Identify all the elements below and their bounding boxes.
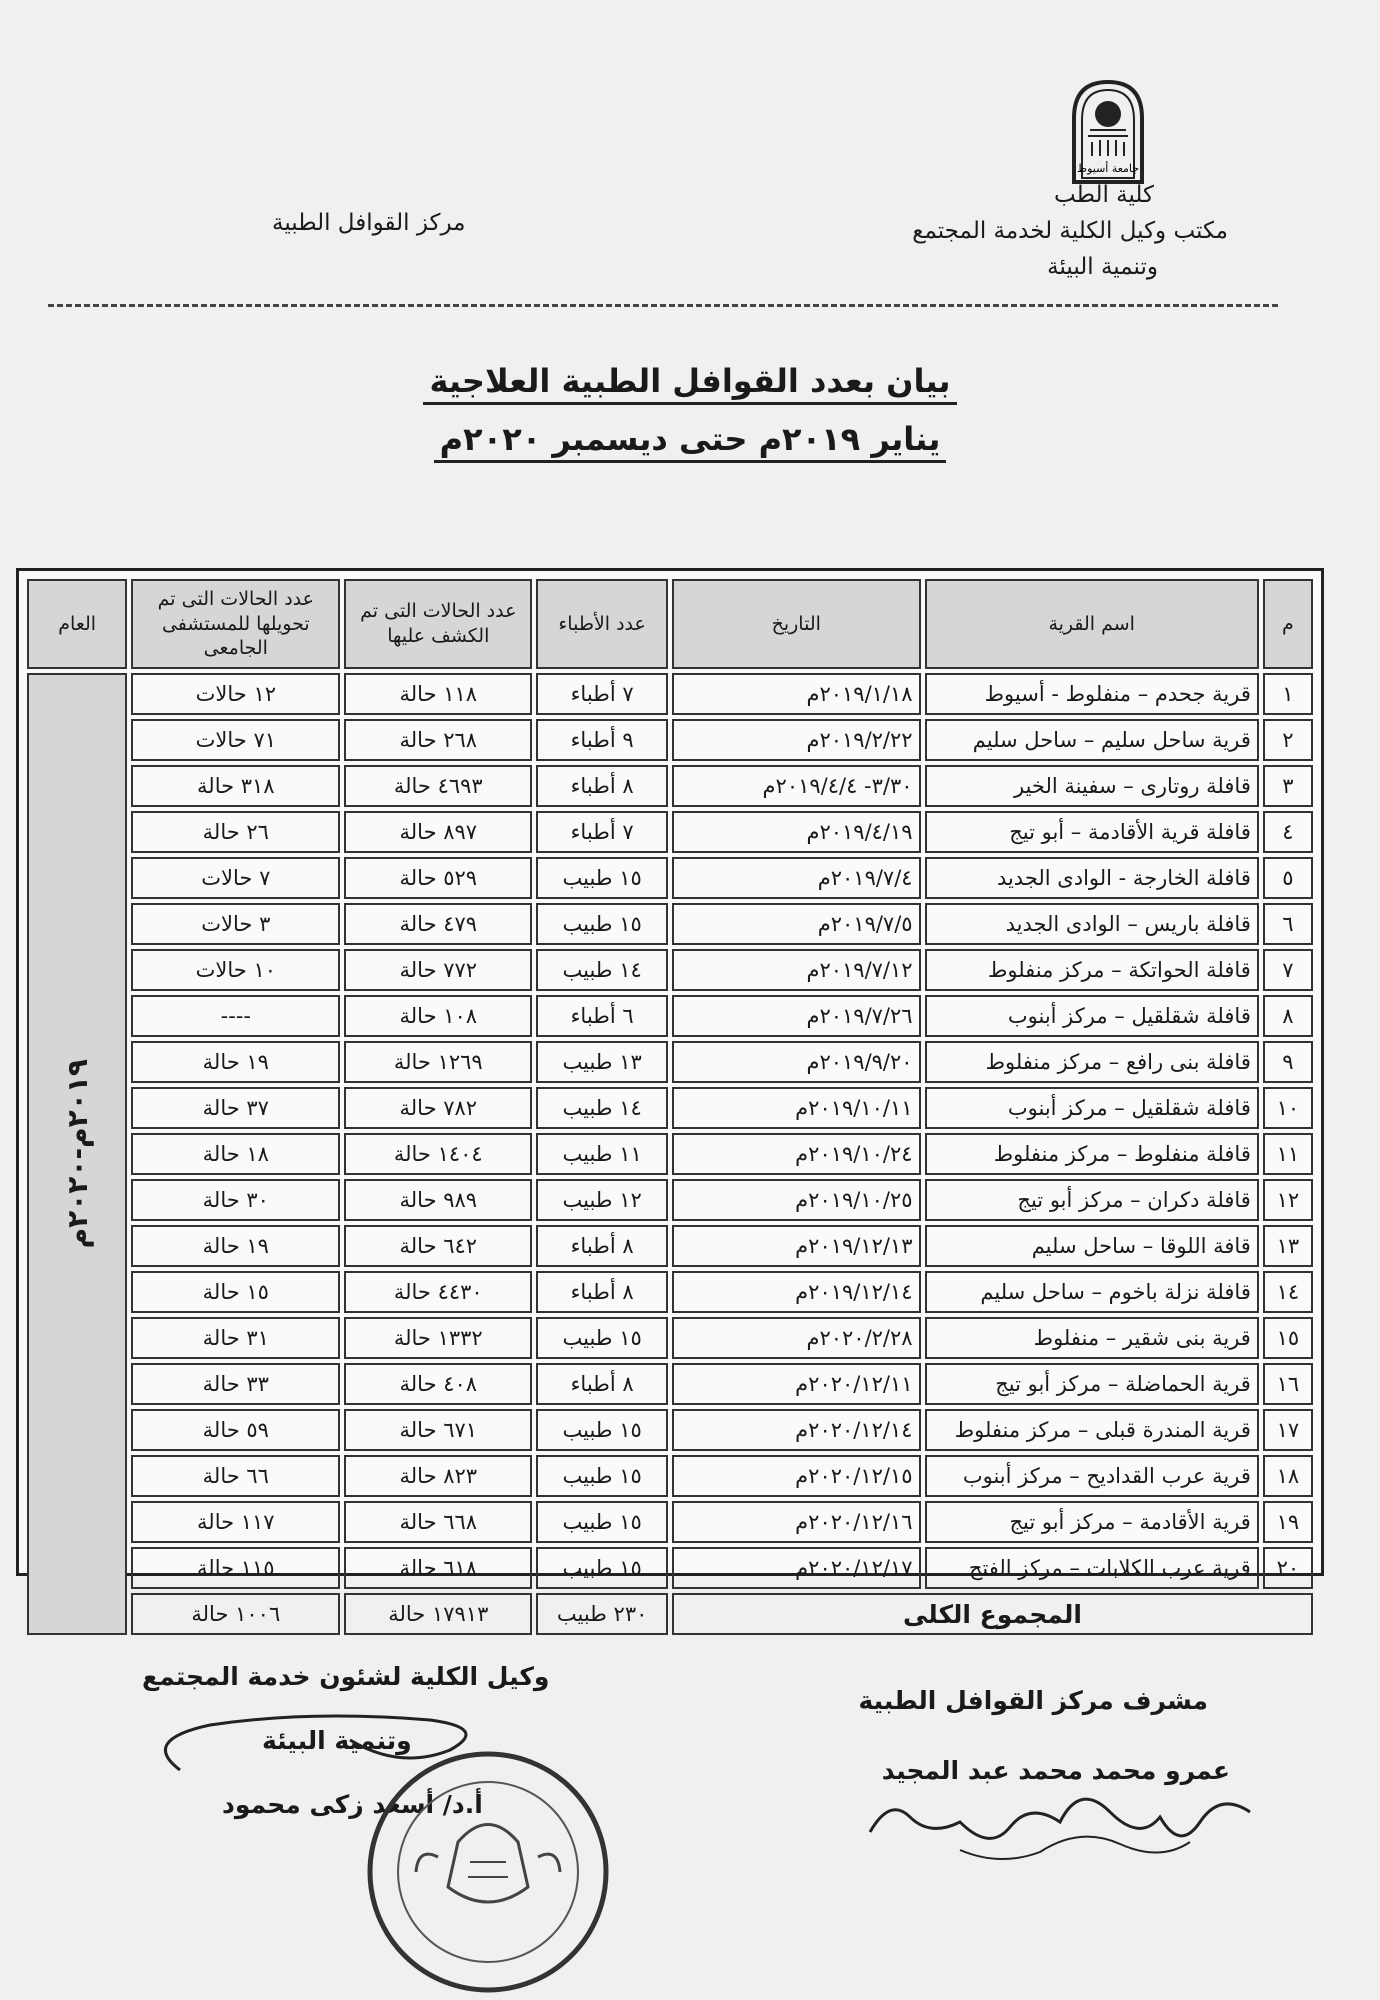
cell-referred: ٧١ حالات [131, 719, 340, 761]
cell-doctors: ١٣ طبيب [536, 1041, 668, 1083]
cell-referred: ٣٧ حالة [131, 1087, 340, 1129]
cell-doctors: ٩ أطباء [536, 719, 668, 761]
office-name-line1: مكتب وكيل الكلية لخدمة المجتمع [912, 218, 1228, 244]
cell-num: ١٤ [1263, 1271, 1313, 1313]
supervisor-signature [860, 1782, 1260, 1872]
header-divider [48, 304, 1278, 307]
cell-referred: ١٨ حالة [131, 1133, 340, 1175]
cell-examined: ٦٤٢ حالة [344, 1225, 532, 1267]
table-row [27, 1317, 1313, 1359]
table-row [27, 1501, 1313, 1543]
cell-doctors: ١٥ طبيب [536, 1455, 668, 1497]
table-row [27, 903, 1313, 945]
cell-doctors: ٨ أطباء [536, 1271, 668, 1313]
cell-referred: ٦٦ حالة [131, 1455, 340, 1497]
cell-doctors: ٦ أطباء [536, 995, 668, 1037]
cell-village: قافلة شقلقيل – مركز أبنوب [925, 1087, 1259, 1129]
header-date: التاريخ [672, 579, 921, 669]
center-name: مركز القوافل الطبية [272, 210, 466, 236]
cell-examined: ١٢٦٩ حالة [344, 1041, 532, 1083]
year-value: ٢٠١٩م-٢٠٢٠م [60, 1059, 94, 1249]
cell-doctors: ١٤ طبيب [536, 949, 668, 991]
cell-referred: ٣٠ حالة [131, 1179, 340, 1221]
cell-num: ٢ [1263, 719, 1313, 761]
cell-date: ٢٠١٩/١٢/١٤م [672, 1271, 921, 1313]
cell-doctors: ٧ أطباء [536, 811, 668, 853]
cell-date: ٢٠١٩/١٠/١١م [672, 1087, 921, 1129]
svg-text:جامعة أسيوط: جامعة أسيوط [1076, 162, 1140, 175]
cell-village: قرية عرب القداديح – مركز أبنوب [925, 1455, 1259, 1497]
cell-date: ٢٠١٩/١٢/١٣م [672, 1225, 921, 1267]
cell-village: قافلة الخارجة - الوادى الجديد [925, 857, 1259, 899]
cell-village: قافلة شقلقيل – مركز أبنوب [925, 995, 1259, 1037]
cell-referred: ١٢ حالات [131, 673, 340, 715]
cell-num: ١٨ [1263, 1455, 1313, 1497]
cell-date: ٢٠٢٠/١٢/١١م [672, 1363, 921, 1405]
supervisor-name: عمرو محمد محمد عبد المجيد [881, 1756, 1230, 1785]
total-row [27, 1593, 1313, 1635]
cell-num: ٣ [1263, 765, 1313, 807]
cell-referred: ١٩ حالة [131, 1225, 340, 1267]
table-row [27, 1179, 1313, 1221]
cell-examined: ٧٨٢ حالة [344, 1087, 532, 1129]
total-label: المجموع الكلى [672, 1593, 1313, 1635]
cell-date: ٢٠١٩/٧/٤م [672, 857, 921, 899]
cell-village: قافلة منفلوط – مركز منفلوط [925, 1133, 1259, 1175]
cell-village: قافلة نزلة باخوم – ساحل سليم [925, 1271, 1259, 1313]
header-village: اسم القرية [925, 579, 1259, 669]
cell-examined: ١١٨ حالة [344, 673, 532, 715]
cell-referred: ١٥ حالة [131, 1271, 340, 1313]
cell-date: ٢٠١٩/٤/١٩م [672, 811, 921, 853]
university-logo [1068, 78, 1148, 184]
total-examined: ١٧٩١٣ حالة [344, 1593, 532, 1635]
cell-examined: ٥٢٩ حالة [344, 857, 532, 899]
faculty-name: كلية الطب [1054, 182, 1154, 208]
cell-doctors: ١٢ طبيب [536, 1179, 668, 1221]
table-row [27, 1133, 1313, 1175]
cell-num: ٦ [1263, 903, 1313, 945]
cell-num: ١١ [1263, 1133, 1313, 1175]
cell-examined: ٤٠٨ حالة [344, 1363, 532, 1405]
header-year: العام [27, 579, 127, 669]
table-row [27, 1225, 1313, 1267]
header-examined: عدد الحالات التى تم الكشف عليها [344, 579, 532, 669]
cell-doctors: ٨ أطباء [536, 1225, 668, 1267]
cell-village: قرية جحدم – منفلوط - أسيوط [925, 673, 1259, 715]
cell-examined: ١٠٨ حالة [344, 995, 532, 1037]
table-header-row [27, 579, 1313, 669]
office-name-line2: وتنمية البيئة [1047, 254, 1158, 280]
table-row [27, 1087, 1313, 1129]
table-row [27, 1041, 1313, 1083]
cell-doctors: ١٥ طبيب [536, 857, 668, 899]
cell-village: قافلة روتارى – سفينة الخير [925, 765, 1259, 807]
cell-village: قافلة باريس – الوادى الجديد [925, 903, 1259, 945]
cell-village: قافة اللوقا – ساحل سليم [925, 1225, 1259, 1267]
total-referred: ١٠٠٦ حالة [131, 1593, 340, 1635]
cell-num: ١٩ [1263, 1501, 1313, 1543]
header-doctors: عدد الأطباء [536, 579, 668, 669]
vice-dean-title-line2: وتنمية البيئة [262, 1726, 412, 1755]
cell-village: قرية المندرة قبلى – مركز منفلوط [925, 1409, 1259, 1451]
cell-doctors: ١٥ طبيب [536, 1409, 668, 1451]
cell-examined: ٤٤٣٠ حالة [344, 1271, 532, 1313]
cell-village: قافلة قرية الأقادمة – أبو تيج [925, 811, 1259, 853]
cell-examined: ١٤٠٤ حالة [344, 1133, 532, 1175]
cell-examined: ٨٩٧ حالة [344, 811, 532, 853]
caravans-table [16, 568, 1324, 1629]
cell-referred: ٣ حالات [131, 903, 340, 945]
cell-examined: ١٣٣٢ حالة [344, 1317, 532, 1359]
table-row [27, 857, 1313, 899]
cell-num: ١٦ [1263, 1363, 1313, 1405]
cell-date: ٢٠٢٠/١٢/١٥م [672, 1455, 921, 1497]
vice-dean-name: أ.د/ أسعد زكى محمود [222, 1790, 483, 1819]
cell-examined: ٤٦٩٣ حالة [344, 765, 532, 807]
title-line2: يناير ٢٠١٩م حتى ديسمبر ٢٠٢٠م [0, 420, 1380, 458]
cell-doctors: ١١ طبيب [536, 1133, 668, 1175]
table-row [27, 1271, 1313, 1313]
cell-village: قرية الأقادمة – مركز أبو تيج [925, 1501, 1259, 1543]
cell-village: قرية بنى شقير – منفلوط [925, 1317, 1259, 1359]
official-seal [318, 1712, 628, 2000]
table-row [27, 673, 1313, 715]
cell-village: قافلة الحواتكة – مركز منفلوط [925, 949, 1259, 991]
table-row [27, 1363, 1313, 1405]
cell-doctors: ٨ أطباء [536, 765, 668, 807]
cell-doctors: ١٥ طبيب [536, 1317, 668, 1359]
cell-referred: ---- [131, 995, 340, 1037]
cell-examined: ٤٧٩ حالة [344, 903, 532, 945]
cell-referred: ٣١ حالة [131, 1317, 340, 1359]
cell-date: ٢٠١٩/٧/٢٦م [672, 995, 921, 1037]
cell-doctors: ١٥ طبيب [536, 1501, 668, 1543]
cell-referred: ٧ حالات [131, 857, 340, 899]
cell-date: ٢٠٢٠/١٢/١٤م [672, 1409, 921, 1451]
cell-date: ٢٠٢٠/١٢/١٦م [672, 1501, 921, 1543]
cell-date: ٢٠٢٠/٢/٢٨م [672, 1317, 921, 1359]
cell-date: ٢٠١٩/٧/٥م [672, 903, 921, 945]
cell-num: ١٧ [1263, 1409, 1313, 1451]
cell-referred: ٢٦ حالة [131, 811, 340, 853]
vice-dean-title-line1: وكيل الكلية لشئون خدمة المجتمع [142, 1662, 550, 1691]
header-num: م [1263, 579, 1313, 669]
cell-referred: ١٠ حالات [131, 949, 340, 991]
table-row [27, 995, 1313, 1037]
cell-num: ١٣ [1263, 1225, 1313, 1267]
cell-date: ٢٠١٩/٧/١٢م [672, 949, 921, 991]
cell-num: ١٠ [1263, 1087, 1313, 1129]
cell-date: ٣/٣٠- ٢٠١٩/٤/٤م [672, 765, 921, 807]
cell-examined: ٧٧٢ حالة [344, 949, 532, 991]
total-doctors: ٢٣٠ طبيب [536, 1593, 668, 1635]
cell-date: ٢٠١٩/١/١٨م [672, 673, 921, 715]
cell-referred: ٣٣ حالة [131, 1363, 340, 1405]
supervisor-title: مشرف مركز القوافل الطبية [858, 1686, 1208, 1715]
table-row [27, 1409, 1313, 1451]
cell-referred: ١١٧ حالة [131, 1501, 340, 1543]
cell-num: ١٥ [1263, 1317, 1313, 1359]
cell-num: ٥ [1263, 857, 1313, 899]
cell-doctors: ١٥ طبيب [536, 1547, 668, 1589]
cell-referred: ١٩ حالة [131, 1041, 340, 1083]
cell-village: قرية الحماضلة – مركز أبو تيج [925, 1363, 1259, 1405]
header-referred: عدد الحالات التى تم تحويلها للمستشفى الجامعى [131, 579, 340, 669]
cell-referred: ٣١٨ حالة [131, 765, 340, 807]
cell-date: ٢٠٢٠/١٢/١٧م [672, 1547, 921, 1589]
cell-examined: ٦٦٨ حالة [344, 1501, 532, 1543]
title-line1: بيان بعدد القوافل الطبية العلاجية [0, 362, 1380, 400]
cell-num: ٨ [1263, 995, 1313, 1037]
cell-num: ٧ [1263, 949, 1313, 991]
cell-date: ٢٠١٩/٢/٢٢م [672, 719, 921, 761]
cell-num: ١٢ [1263, 1179, 1313, 1221]
cell-year [27, 673, 127, 1635]
table-row [27, 719, 1313, 761]
cell-referred: ١١٥ حالة [131, 1547, 340, 1589]
cell-date: ٢٠١٩/١٠/٢٤م [672, 1133, 921, 1175]
table-row [27, 1547, 1313, 1589]
table-row [27, 765, 1313, 807]
cell-date: ٢٠١٩/٩/٢٠م [672, 1041, 921, 1083]
cell-num: ١ [1263, 673, 1313, 715]
table-row [27, 1455, 1313, 1497]
cell-village: قرية عرب الكلابات – مركز الفتح [925, 1547, 1259, 1589]
cell-examined: ٩٨٩ حالة [344, 1179, 532, 1221]
cell-doctors: ١٥ طبيب [536, 903, 668, 945]
table-row [27, 811, 1313, 853]
cell-doctors: ١٤ طبيب [536, 1087, 668, 1129]
cell-examined: ٢٦٨ حالة [344, 719, 532, 761]
cell-examined: ٦١٨ حالة [344, 1547, 532, 1589]
cell-num: ٩ [1263, 1041, 1313, 1083]
cell-village: قافلة بنى رافع – مركز منفلوط [925, 1041, 1259, 1083]
cell-num: ٢٠ [1263, 1547, 1313, 1589]
cell-doctors: ٨ أطباء [536, 1363, 668, 1405]
cell-village: قافلة دكران – مركز أبو تيج [925, 1179, 1259, 1221]
cell-examined: ٦٧١ حالة [344, 1409, 532, 1451]
cell-village: قرية ساحل سليم – ساحل سليم [925, 719, 1259, 761]
cell-referred: ٥٩ حالة [131, 1409, 340, 1451]
cell-examined: ٨٢٣ حالة [344, 1455, 532, 1497]
table-row [27, 949, 1313, 991]
cell-num: ٤ [1263, 811, 1313, 853]
cell-date: ٢٠١٩/١٠/٢٥م [672, 1179, 921, 1221]
cell-doctors: ٧ أطباء [536, 673, 668, 715]
